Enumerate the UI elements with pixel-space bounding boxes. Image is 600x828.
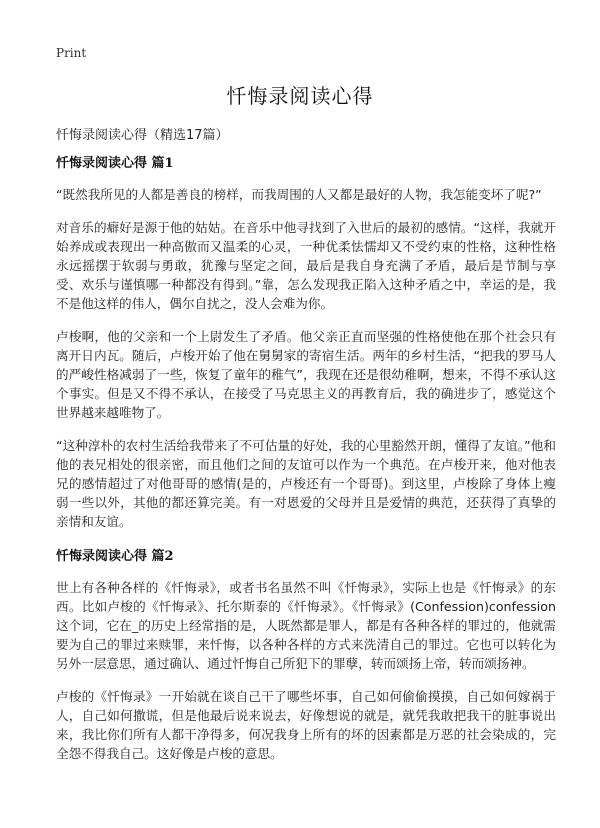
print-link[interactable]: Print xyxy=(56,46,87,60)
paragraph: “既然我所见的人都是善良的榜样，而我周围的人又都是最好的人物，我怎能变坏了呢?” xyxy=(56,187,542,202)
section-heading: 忏悔录阅读心得 篇1 xyxy=(56,156,174,171)
page-subtitle: 忏悔录阅读心得（精选17篇） xyxy=(56,128,229,143)
document-content xyxy=(56,152,556,777)
paragraph: 卢梭的《忏悔录》一开始就在谈自己干了哪些坏事，自己如何偷偷摸摸，自己如何嫁祸于人，自己如何撒谎，但是他最后说来说去，好像想说的就是，就凭我敢把我干的脏事说出来，我比你们所有人都干净得多，何况我身上所有的坏的因素都是万恶的社会染成的，完全怨不得我自己。这好像是卢梭的意思。 xyxy=(56,689,556,761)
paragraph: 世上有各种各样的《忏悔录》，或者书名虽然不叫《忏悔录》，实际上也是《忏悔录》的东西。比如卢梭的《忏悔录》、托尔斯泰的《忏悔录》。《忏悔录》(Confession)confession 这个词，它在_的历史上经常指的是，人既然都是罪人，都是有各种各样的罪过的，他就需要为自己的罪过来赎罪，来忏悔，以各种各样的方式来洗清自己的罪过。它也可以转化为另外一层意思，通过确认、通过忏悔自己所犯下的罪孽，转而颂扬上帝，转而颂扬神。 xyxy=(56,580,556,671)
section-heading: 忏悔录阅读心得 篇2 xyxy=(56,549,174,564)
paragraph: “这种淳朴的农村生活给我带来了不可估量的好处，我的心里豁然开朗，懂得了友谊。”他和他的表兄相处的很亲密，而且他们之间的友谊可以作为一个典范。在卢梭开来，他对他表兄的感情超过了对他哥哥的感情(是的，卢梭还有一个哥哥)。到这里，卢梭除了身体上瘦弱一些以外，其他的都还算完美。有一对恩爱的父母并且是爱情的典范，还获得了真挚的亲情和友谊。 xyxy=(56,438,556,529)
paragraph: 卢梭啊，他的父亲和一个上尉发生了矛盾。他父亲正直而坚强的性格使他在那个社会只有离开日内瓦。随后，卢梭开始了他在舅舅家的寄宿生活。两年的乡村生活，“把我的罗马人的严峻性格减弱了一些，恢复了童年的稚气”，我现在还是很幼稚啊，想来，不得不承认这个事实。但是又不得不承认，在接受了马克思主义的再教育后，我的确进步了，感觉这个世界越来越唯物了。 xyxy=(56,329,556,420)
page-title: 忏悔录阅读心得 xyxy=(226,84,374,108)
section-2 xyxy=(56,545,556,763)
section-1 xyxy=(56,152,556,531)
paragraph: 对音乐的癖好是源于他的姑姑。在音乐中他寻找到了入世后的最初的感情。“这样，我就开始养成或表现出一种高傲而又温柔的心灵，一种优柔怯懦却又不受约束的性格，这种性格永远摇摆于软弱与勇敢，犹豫与坚定之间，最后是我自身充满了矛盾，最后是节制与享受、欢乐与谨慎哪一种都没有得到。”靠，怎么发现我正陷入这种矛盾之中，幸运的是，我不是他这样的伟人，偶尔自扰之，没人会难为你。 xyxy=(56,220,556,311)
